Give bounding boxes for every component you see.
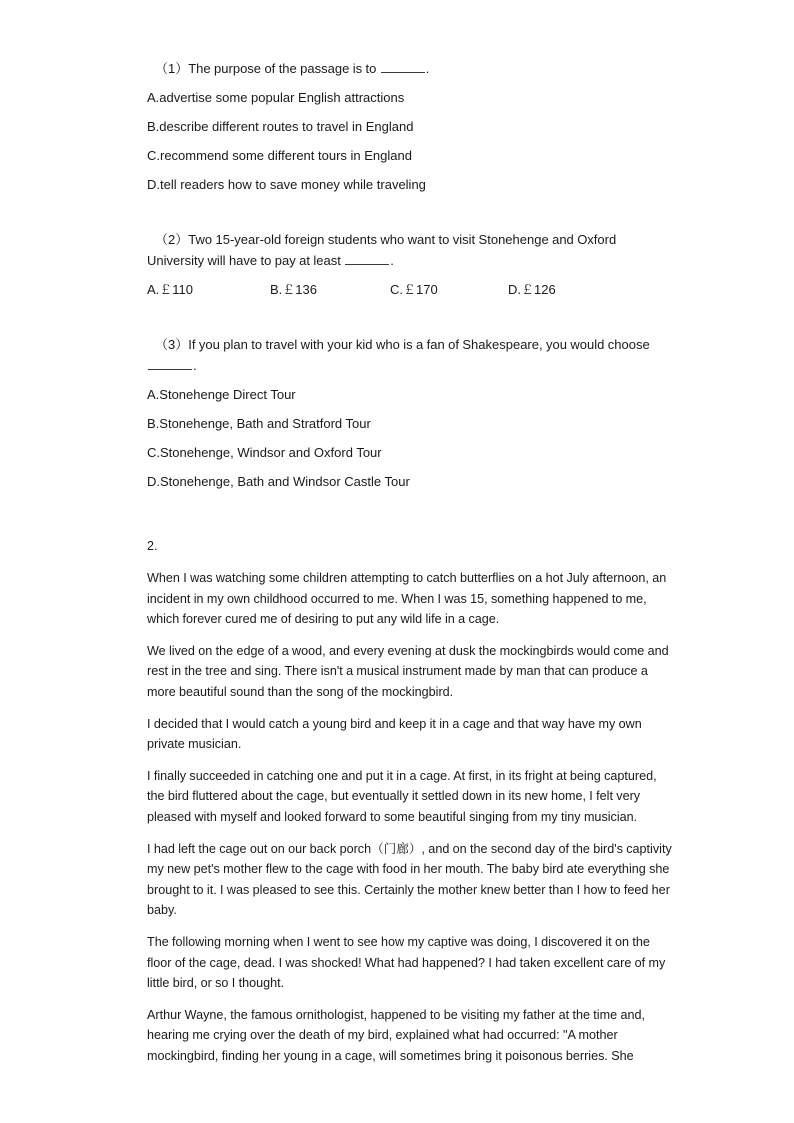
question-3-option-b[interactable]: B.Stonehenge, Bath and Stratford Tour — [147, 416, 371, 431]
question-3-option-a[interactable]: A.Stonehenge Direct Tour — [147, 387, 296, 402]
question-1-answer-blank[interactable] — [381, 61, 425, 73]
question-1-option-c[interactable]: C.recommend some different tours in England — [147, 148, 412, 163]
question-2-option-b[interactable]: B.￡136 — [270, 282, 317, 297]
passage-2-paragraph-7: Arthur Wayne, the famous ornithologist, happened to be visiting my father at the time and, hearing me crying over the death of my bird, explained what had occurred: "A mother mockingbird, finding her young in a cage, will sometimes bring it poisonous berries. She — [147, 1007, 645, 1063]
question-3-block — [147, 334, 673, 492]
question-1-stem — [147, 58, 673, 79]
passage-2-paragraph-2: We lived on the edge of a wood, and every evening at dusk the mockingbirds would come and rest in the tree and sing. There isn't a musical instrument made by man that can produce a more beautiful sound than the song of the mockingbird. — [147, 643, 669, 699]
question-2-stem — [147, 229, 673, 271]
question-3-option-d[interactable]: D.Stonehenge, Bath and Windsor Castle Tour — [147, 474, 410, 489]
passage-2-paragraph-1: When I was watching some children attempting to catch butterflies on a hot July afternoon, an incident in my own childhood occurred to me. When I was 15, something happened to me, which forever cured me of desiring to put any wild life in a cage. — [147, 571, 667, 627]
question-1-option-d[interactable]: D.tell readers how to save money while traveling — [147, 177, 426, 192]
spacer-after-question-2 — [147, 308, 673, 334]
question-3-stem-text: If you plan to travel with your kid who is a fan of Shakespeare, you would choose — [188, 337, 650, 352]
passage-2-paragraph-5: I had left the cage out on our back porch（门廊）, and on the second day of the bird's captivity my new pet's mother flew to the cage with food in her mouth. The baby bird ate everything she brought to it. I was pleased to see this. Certainly the mother knew better than I how to feed her baby. — [147, 841, 672, 918]
passage-2-paragraph-6: The following morning when I went to see how my captive was doing, I discovered it on the floor of the cage, dead. I was shocked! What had happened? I had taken excellent care of my little bird, or so I thought. — [147, 934, 666, 991]
spacer-after-question-1 — [147, 203, 673, 229]
question-2-answer-blank[interactable] — [345, 253, 389, 265]
question-3-option-c[interactable]: C.Stonehenge, Windsor and Oxford Tour — [147, 445, 382, 460]
question-2-stem-tail: . — [390, 253, 394, 268]
spacer-before-passage — [147, 500, 673, 536]
question-2-option-c[interactable]: C.￡170 — [390, 282, 438, 297]
question-2-option-a[interactable]: A.￡110 — [147, 282, 194, 297]
passage-2-number: 2. — [147, 539, 158, 553]
question-3-number: （3） — [155, 337, 189, 352]
passage-2-block — [147, 536, 673, 1066]
question-1-stem-tail: . — [425, 61, 430, 76]
question-3-stem-tail: . — [193, 358, 197, 373]
question-2-stem-text: Two 15-year-old foreign students who want to visit Stonehenge and Oxford University will have to pay at least — [147, 232, 617, 268]
question-1-option-a[interactable]: A.advertise some popular English attractions — [147, 90, 405, 105]
page-content — [147, 58, 673, 1066]
question-2-number: （2） — [155, 232, 189, 247]
question-2-block — [147, 229, 673, 300]
question-1-number: （1） — [155, 61, 189, 76]
question-3-stem — [147, 334, 673, 376]
question-1-option-b[interactable]: B.describe different routes to travel in England — [147, 119, 414, 134]
question-2-options-row — [147, 279, 673, 300]
question-2-option-d[interactable]: D.￡126 — [508, 282, 556, 297]
question-1-block — [147, 58, 673, 195]
passage-2-paragraph-4: I finally succeeded in catching one and put it in a cage. At first, in its fright at being captured, the bird fluttered about the cage, but eventually it settled down in its new home, I felt very pleased with myself and looked forward to some beautiful singing from my tiny musician. — [147, 768, 657, 824]
question-3-answer-blank[interactable] — [148, 358, 192, 370]
passage-2-paragraph-3: I decided that I would catch a young bird and keep it in a cage and that way have my own private musician. — [147, 716, 642, 752]
question-1-stem-text: The purpose of the passage is to — [188, 61, 380, 76]
